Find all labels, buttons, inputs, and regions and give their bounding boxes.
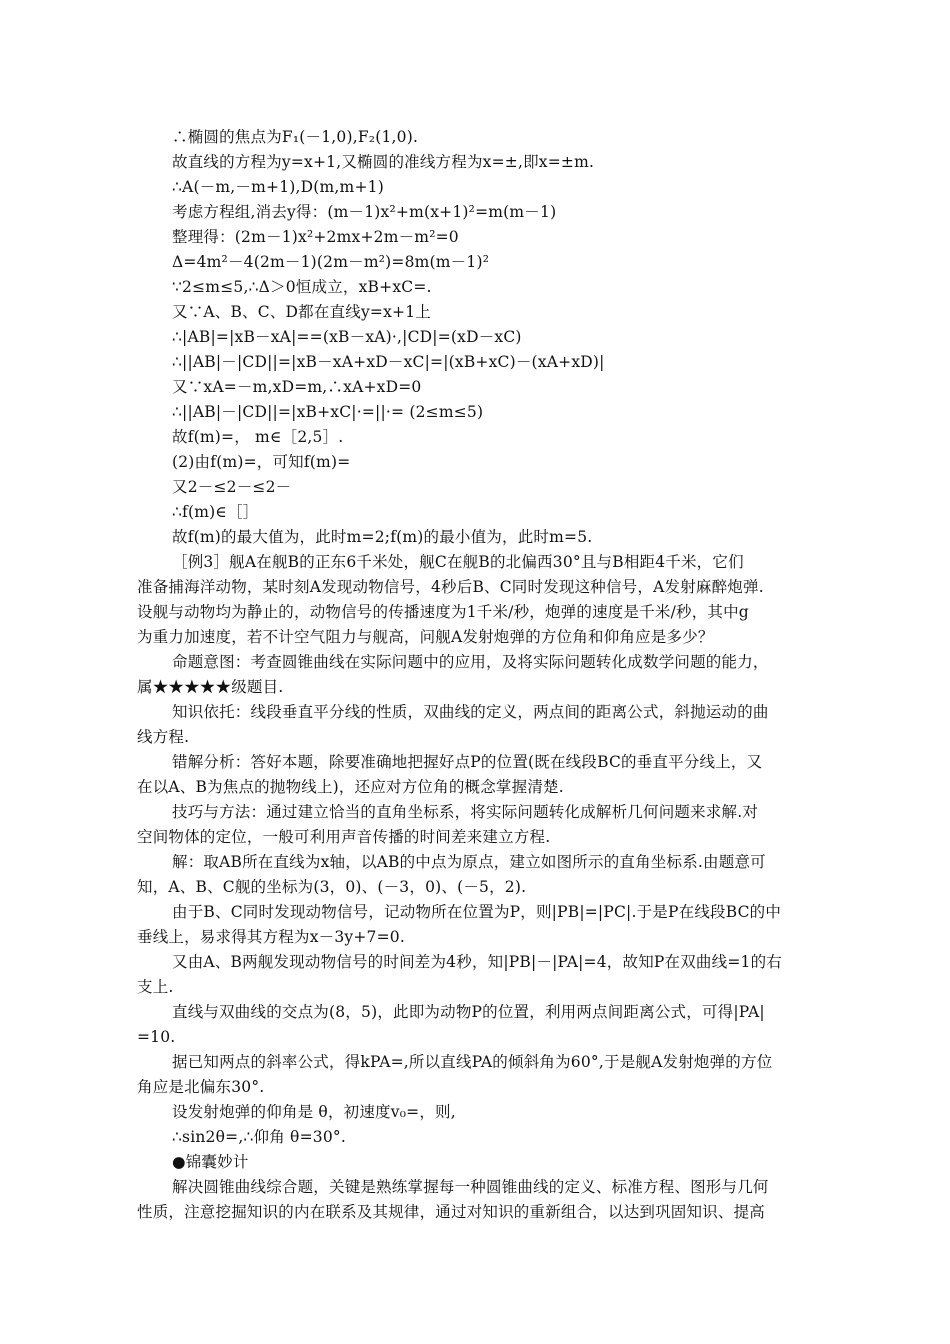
text-line: 直线与双曲线的交点为(8，5)，此即为动物P的位置，利用两点间距离公式，可得|PA| — [172, 1003, 765, 1021]
text-line: 考虑方程组,消去y得：(m－1)x²+m(x+1)²=m(m－1) — [172, 203, 557, 221]
text-line: 设舰与动物均为静止的，动物信号的传播速度为1千米/秒，炮弹的速度是千米/秒，其中g — [137, 603, 749, 621]
text-line: ∴sin2θ=,∴仰角 θ=30°. — [172, 1128, 346, 1146]
text-line: (2)由f(m)=，可知f(m)= — [172, 453, 351, 471]
text-line: 空间物体的定位，一般可利用声音传播的时间差来建立方程. — [137, 828, 551, 846]
text-line: ∴椭圆的焦点为F₁(－1,0),F₂(1,0). — [172, 128, 419, 146]
text-line: 据已知两点的斜率公式，得kPA=,所以直线PA的倾斜角为60°,于是舰A发射炮弹的方位 — [172, 1053, 773, 1071]
text-line: 准备捕海洋动物，某时刻A发现动物信号，4秒后B、C同时发现这种信号，A发射麻醉炮弹. — [137, 578, 764, 596]
text-line: ∴||AB|－|CD||=|xB－xA+xD－xC|=|(xB+xC)－(xA+xD)| — [172, 353, 605, 371]
text-line: 知，A、B、C舰的坐标为(3，0)、(－3，0)、(－5，2). — [137, 878, 527, 896]
text-line: 又由A、B两舰发现动物信号的时间差为4秒，知|PB|－|PA|=4，故知P在双曲线=1的右 — [172, 953, 782, 971]
text-line: ∴||AB|－|CD||=|xB+xC|·=||·= (2≤m≤5) — [172, 403, 484, 421]
text-line: ∴A(－m,－m+1),D(m,m+1) — [172, 178, 384, 196]
text-line: 垂线上，易求得其方程为x－3y+7=0. — [137, 928, 405, 946]
text-line: 知识依托：线段垂直平分线的性质，双曲线的定义，两点间的距离公式，斜抛运动的曲 — [172, 703, 769, 721]
text-line: 技巧与方法：通过建立恰当的直角坐标系，将实际问题转化成解析几何问题来求解.对 — [172, 803, 759, 821]
text-line: 支上. — [137, 978, 174, 996]
text-line: ［例3］舰A在舰B的正东6千米处，舰C在舰B的北偏西30°且与B相距4千米，它们 — [172, 553, 744, 571]
text-line: 又∵xA=－m,xD=m,∴xA+xD=0 — [172, 378, 422, 396]
text-line: ●锦囊妙计 — [172, 1153, 249, 1171]
text-line: 解：取AB所在直线为x轴，以AB的中点为原点，建立如图所示的直角坐标系.由题意可 — [172, 853, 766, 871]
text-line: 命题意图：考查圆锥曲线在实际问题中的应用，及将实际问题转化成数学问题的能力， — [172, 653, 769, 671]
text-line: 角应是北偏东30°. — [137, 1078, 265, 1096]
text-line: 由于B、C同时发现动物信号，记动物所在位置为P，则|PB|=|PC|.于是P在线段BC的中 — [172, 903, 782, 921]
text-line: 解决圆锥曲线综合题，关键是熟练掌握每一种圆锥曲线的定义、标准方程、图形与几何 — [172, 1178, 769, 1196]
text-line: Δ=4m²－4(2m－1)(2m－m²)=8m(m－1)² — [172, 253, 490, 271]
text-line: 故f(m)的最大值为，此时m=2;f(m)的最小值为，此时m=5. — [172, 528, 593, 546]
text-line: 设发射炮弹的仰角是 θ，初速度v₀=，则, — [172, 1103, 456, 1121]
text-line: ∴|AB|=|xB－xA|==(xB－xA)·,|CD|=(xD－xC) — [172, 328, 522, 346]
text-line: 又2－≤2－≤2－ — [172, 478, 292, 496]
text-line: 线方程. — [137, 728, 190, 746]
text-line: 故f(m)=， m∈［2,5］. — [172, 428, 344, 446]
text-line: 性质，注意挖掘知识的内在联系及其规律，通过对知识的重新组合，以达到巩固知识、提高 — [137, 1203, 766, 1221]
text-line: ∴f(m)∈［］ — [172, 503, 259, 521]
text-line: 故直线的方程为y=x+1,又椭圆的准线方程为x=±,即x=±m. — [172, 153, 595, 171]
text-line: 错解分析：答好本题，除要准确地把握好点P的位置(既在线段BC的垂直平分线上，又 — [172, 753, 763, 771]
text-line: 整理得：(2m－1)x²+2mx+2m－m²=0 — [172, 228, 459, 246]
text-line: =10. — [137, 1028, 176, 1046]
text-line: ∵2≤m≤5,∴Δ＞0恒成立，xB+xC=. — [172, 278, 432, 296]
text-line: 属★★★★★级题目. — [137, 678, 284, 696]
text-line: 又∵A、B、C、D都在直线y=x+1上 — [172, 303, 432, 321]
text-line: 为重力加速度，若不计空气阻力与舰高，问舰A发射炮弹的方位角和仰角应是多少？ — [137, 628, 714, 646]
text-line: 在以A、B为焦点的抛物线上)，还应对方位角的概念掌握清楚. — [137, 778, 564, 796]
